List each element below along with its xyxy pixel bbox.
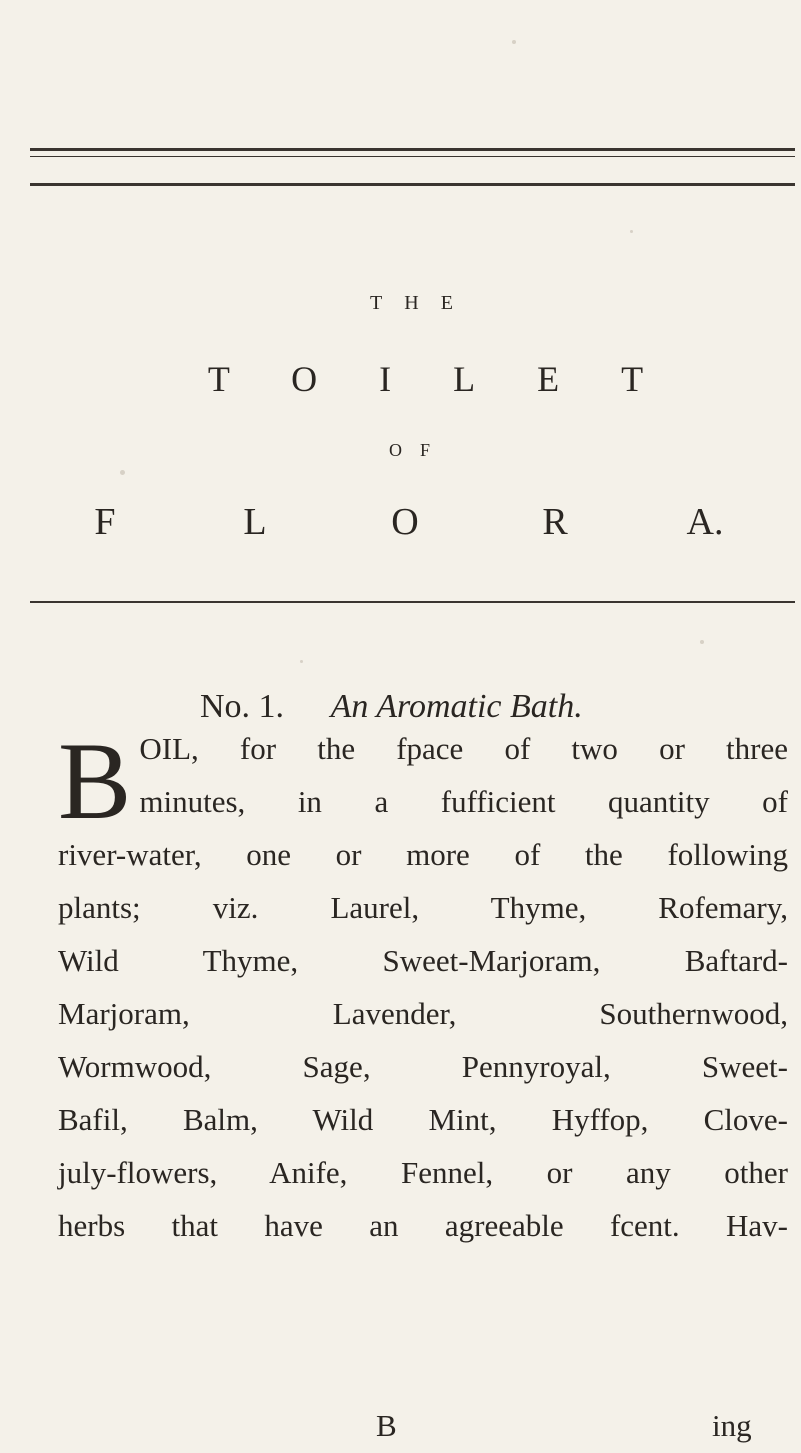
- top-rule-thick: [30, 148, 795, 151]
- paper-speck: [512, 40, 516, 44]
- paper-speck: [630, 230, 633, 233]
- paper-speck: [120, 470, 125, 475]
- paper-speck: [300, 660, 303, 663]
- text-line: Wormwood, Sage, Pennyroyal, Sweet-: [58, 1049, 788, 1084]
- section-title: An Aromatic Bath.: [330, 688, 583, 725]
- text-line: river-water, one or more of the following: [58, 837, 788, 872]
- section-number: No. 1.: [200, 688, 285, 725]
- text-line: minutes, in a fufficient quantity of: [139, 784, 788, 819]
- catchword: ing: [712, 1408, 752, 1443]
- text-line: plants; viz. Laurel, Thyme, Rofemary,: [58, 890, 788, 925]
- title-flora-letter: F: [94, 501, 116, 543]
- title-flora-letter: A.: [686, 501, 724, 543]
- text-line: OIL, for the fpace of two or three: [139, 731, 788, 766]
- text-line: herbs that have an agreeable fcent. Hav-: [58, 1208, 788, 1243]
- section-heading: [200, 688, 583, 726]
- title-toilet: TOILET: [207, 359, 706, 399]
- drop-cap: B: [58, 720, 132, 842]
- top-rule-thin: [30, 156, 795, 157]
- paper-speck: [700, 640, 704, 644]
- title-rule: [30, 601, 795, 603]
- header-rule: [30, 183, 795, 186]
- title-flora-letter: R: [542, 501, 568, 543]
- title-flora-letter: L: [243, 501, 267, 543]
- signature-mark: B: [376, 1408, 397, 1443]
- text-line: Bafil, Balm, Wild Mint, Hyffop, Clove-: [58, 1102, 788, 1137]
- title-flora-letter: O: [391, 501, 419, 543]
- body-paragraph: [58, 722, 788, 1252]
- title-the: THE: [370, 292, 475, 314]
- text-line: Wild Thyme, Sweet-Marjoram, Baftard-: [58, 943, 788, 978]
- title-of: OF: [388, 440, 448, 460]
- text-line: july-flowers, Anife, Fennel, or any other: [58, 1155, 788, 1190]
- text-line: Marjoram, Lavender, Southernwood,: [58, 996, 788, 1031]
